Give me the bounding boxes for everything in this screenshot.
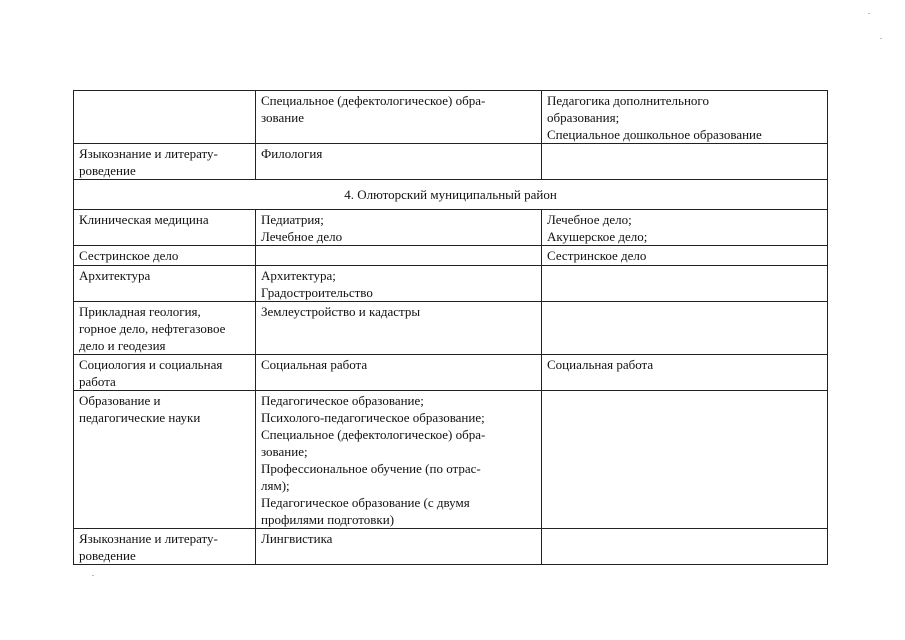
alt-program-cell (542, 144, 828, 180)
field-cell: Прикладная геология, горное дело, нефтегазовое дело и геодезия (74, 302, 256, 355)
program-cell: Лингвистика (256, 529, 542, 565)
field-cell (74, 91, 256, 144)
alt-program-cell (542, 529, 828, 565)
field-cell: Сестринское дело (74, 246, 256, 266)
program-cell: Специальное (дефектологическое) обра- зование (256, 91, 542, 144)
field-cell: Архитектура (74, 266, 256, 302)
table-row (74, 144, 828, 180)
section-heading: 4. Олюторский муниципальный район (74, 180, 828, 210)
alt-program-cell: Педагогика дополнительного образования; Специальное дошкольное образование (542, 91, 828, 144)
table-row (74, 529, 828, 565)
program-cell: Архитектура; Градостроительство (256, 266, 542, 302)
alt-program-cell: Социальная работа (542, 355, 828, 391)
field-cell: Социология и социальная работа (74, 355, 256, 391)
program-cell: Филология (256, 144, 542, 180)
scan-speck (92, 575, 94, 576)
table-row (74, 391, 828, 529)
program-cell: Социальная работа (256, 355, 542, 391)
scan-speck (868, 13, 870, 14)
table-row (74, 91, 828, 144)
scan-speck (880, 38, 882, 39)
section-row (74, 180, 828, 210)
table-row (74, 246, 828, 266)
field-cell: Клиническая медицина (74, 210, 256, 246)
alt-program-cell (542, 266, 828, 302)
program-cell: Землеустройство и кадастры (256, 302, 542, 355)
table-row (74, 210, 828, 246)
programs-table (73, 90, 828, 565)
field-cell: Языкознание и литерату- роведение (74, 144, 256, 180)
alt-program-cell (542, 302, 828, 355)
table-row (74, 355, 828, 391)
table-row (74, 302, 828, 355)
program-cell: Педагогическое образование; Психолого-педагогическое образование; Специальное (дефектологическое) обра- зование; Профессиональное обучение (по отрас- лям); Педагогическое образование (с двумя профилями подготовки) (256, 391, 542, 529)
alt-program-cell: Лечебное дело; Акушерское дело; (542, 210, 828, 246)
alt-program-cell: Сестринское дело (542, 246, 828, 266)
alt-program-cell (542, 391, 828, 529)
table-row (74, 266, 828, 302)
field-cell: Языкознание и литерату- роведение (74, 529, 256, 565)
program-cell (256, 246, 542, 266)
program-cell: Педиатрия; Лечебное дело (256, 210, 542, 246)
field-cell: Образование и педагогические науки (74, 391, 256, 529)
